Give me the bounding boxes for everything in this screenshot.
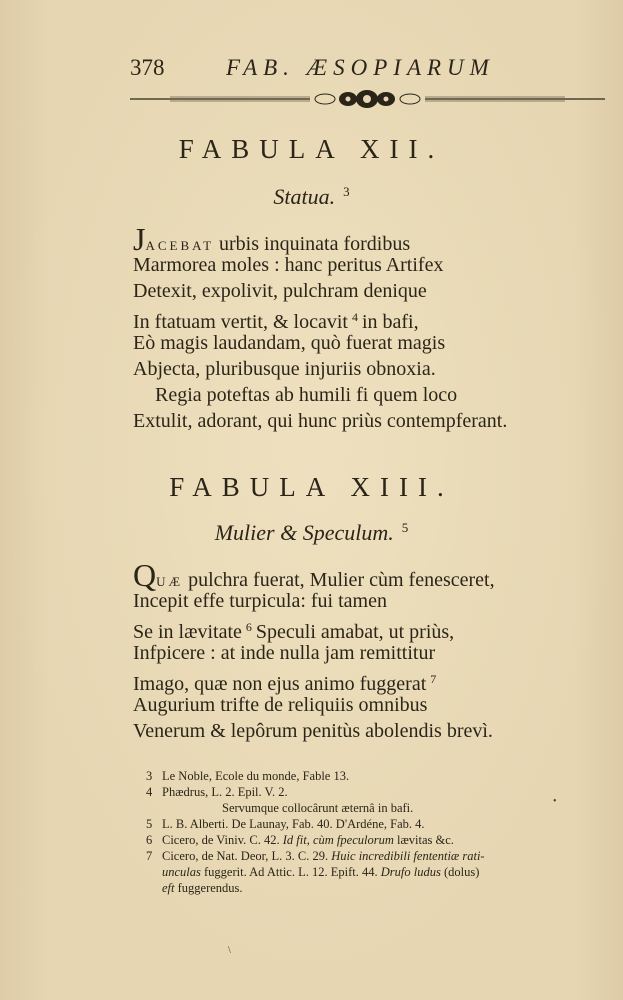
footnote-italic: Huic incredibili fententiæ rati- — [331, 849, 485, 863]
footnote-quote: Servumque collocârunt æternâ in bafi. — [222, 801, 414, 815]
verse-line: Venerum & lepôrum penitùs abolendis brevì. — [133, 720, 493, 742]
verse-line-text: Imago, quæ non ejus animo fuggerat — [133, 673, 427, 695]
footnote-italic: Id fit, cùm fpeculorum — [282, 833, 394, 847]
footnote — [146, 768, 616, 784]
footnote-number: 7 — [146, 849, 153, 863]
fable-12-title: FABULA XII. — [178, 134, 445, 164]
ink-speck: • — [553, 796, 557, 807]
footnote — [146, 784, 616, 800]
verse-line-text: in bafi, — [361, 311, 419, 333]
fable-12-subtitle-note: 3 — [343, 184, 350, 199]
verse-line: Detexit, expolivit, pulchram denique — [133, 280, 427, 302]
verse-line: Extulit, adorant, qui hunc priùs contempferant. — [133, 410, 508, 432]
verse-line-text: urbis inquinata fordibus — [219, 233, 411, 255]
verse-line — [133, 614, 603, 643]
footnote-marker: 7 — [430, 672, 437, 686]
drop-cap: J — [133, 221, 146, 257]
footnote-text: Cicero, de Viniv. C. 42. — [162, 833, 280, 847]
verse-line — [133, 557, 603, 593]
footnote-marker: 4 — [351, 310, 358, 324]
verse-line — [133, 304, 603, 333]
footnote — [146, 848, 616, 864]
verse-line — [133, 221, 603, 257]
verse-line — [133, 666, 603, 695]
verse-line: Infpicere : at inde nulla jam remittitur — [133, 642, 436, 664]
verse-line: Regia poteftas ab humili fi quem loco — [155, 384, 458, 406]
footnote-text: fuggerit. Ad Attic. L. 12. Epift. 44. — [204, 865, 378, 879]
running-header — [130, 55, 530, 89]
fable-13-title: FABULA XIII. — [169, 472, 454, 502]
fable-12-verse — [133, 221, 603, 434]
verse-line-text: pulchra fuerat, Mulier cùm fenesceret, — [188, 569, 495, 591]
page-number: 378 — [130, 55, 165, 80]
footnote-number: 5 — [146, 817, 153, 831]
fable-13-verse — [133, 557, 603, 744]
fable-12-subtitle-text: Statua. — [273, 184, 336, 209]
footnote-text: fuggerendus. — [177, 881, 243, 895]
verse-line: Eò magis laudandam, quò fuerat magis — [133, 332, 446, 354]
fable-13-subtitle — [0, 520, 623, 546]
small-caps-word: ACEBAT — [145, 238, 215, 253]
footnote-italic: Drufo ludus — [380, 865, 441, 879]
footnote — [146, 832, 616, 848]
running-title: FAB. ÆSOPIARUM — [226, 55, 495, 80]
verse-line: Incepit effe turpicula: fui tamen — [133, 590, 387, 612]
footnote-text: Cicero, de Nat. Deor, L. 3. C. 29. — [162, 849, 329, 863]
footnote-text: Phædrus, L. 2. Epil. V. 2. — [162, 785, 288, 799]
fable-13-subtitle-text: Mulier & Speculum. — [214, 520, 394, 545]
footnote-text: L. B. Alberti. De Launay, Fab. 40. D'Ardéne, Fab. 4. — [162, 817, 425, 831]
fable-12-subtitle — [0, 184, 623, 210]
footnote-continuation — [146, 880, 616, 896]
verse-line: Abjecta, pluribusque injuriis obnoxia. — [133, 358, 436, 380]
footnote-text: (dolus) — [443, 865, 480, 879]
footnote-text: lævitas &c. — [396, 833, 454, 847]
footnotes — [146, 768, 616, 896]
small-caps-word: UÆ — [156, 574, 184, 589]
footnote-italic: eft — [162, 881, 175, 895]
footnote-marker: 6 — [245, 620, 252, 634]
footnote-number: 6 — [146, 833, 153, 847]
verse-line: Marmorea moles : hanc peritus Artifex — [133, 254, 444, 276]
verse-line: Augurium trifte de reliquiis omnibus — [133, 694, 428, 716]
footnote-number: 4 — [146, 785, 153, 799]
fable-13-subtitle-note: 5 — [401, 520, 409, 535]
verse-line-text: In ftatuam vertit, & locavit — [133, 311, 348, 333]
footnote-continuation — [146, 864, 616, 880]
verse-line-text: Speculi amabat, ut priùs, — [255, 621, 455, 643]
footnote-text: Le Noble, Ecole du monde, Fable 13. — [162, 769, 350, 783]
drop-cap: Q — [133, 557, 157, 593]
ornament-rule — [130, 88, 605, 110]
footnote — [146, 816, 616, 832]
ink-speck: \ — [228, 945, 231, 956]
footnote-italic: unculas — [162, 865, 201, 879]
verse-line-text: Se in lævitate — [133, 621, 242, 643]
footnote-number: 3 — [146, 769, 153, 783]
